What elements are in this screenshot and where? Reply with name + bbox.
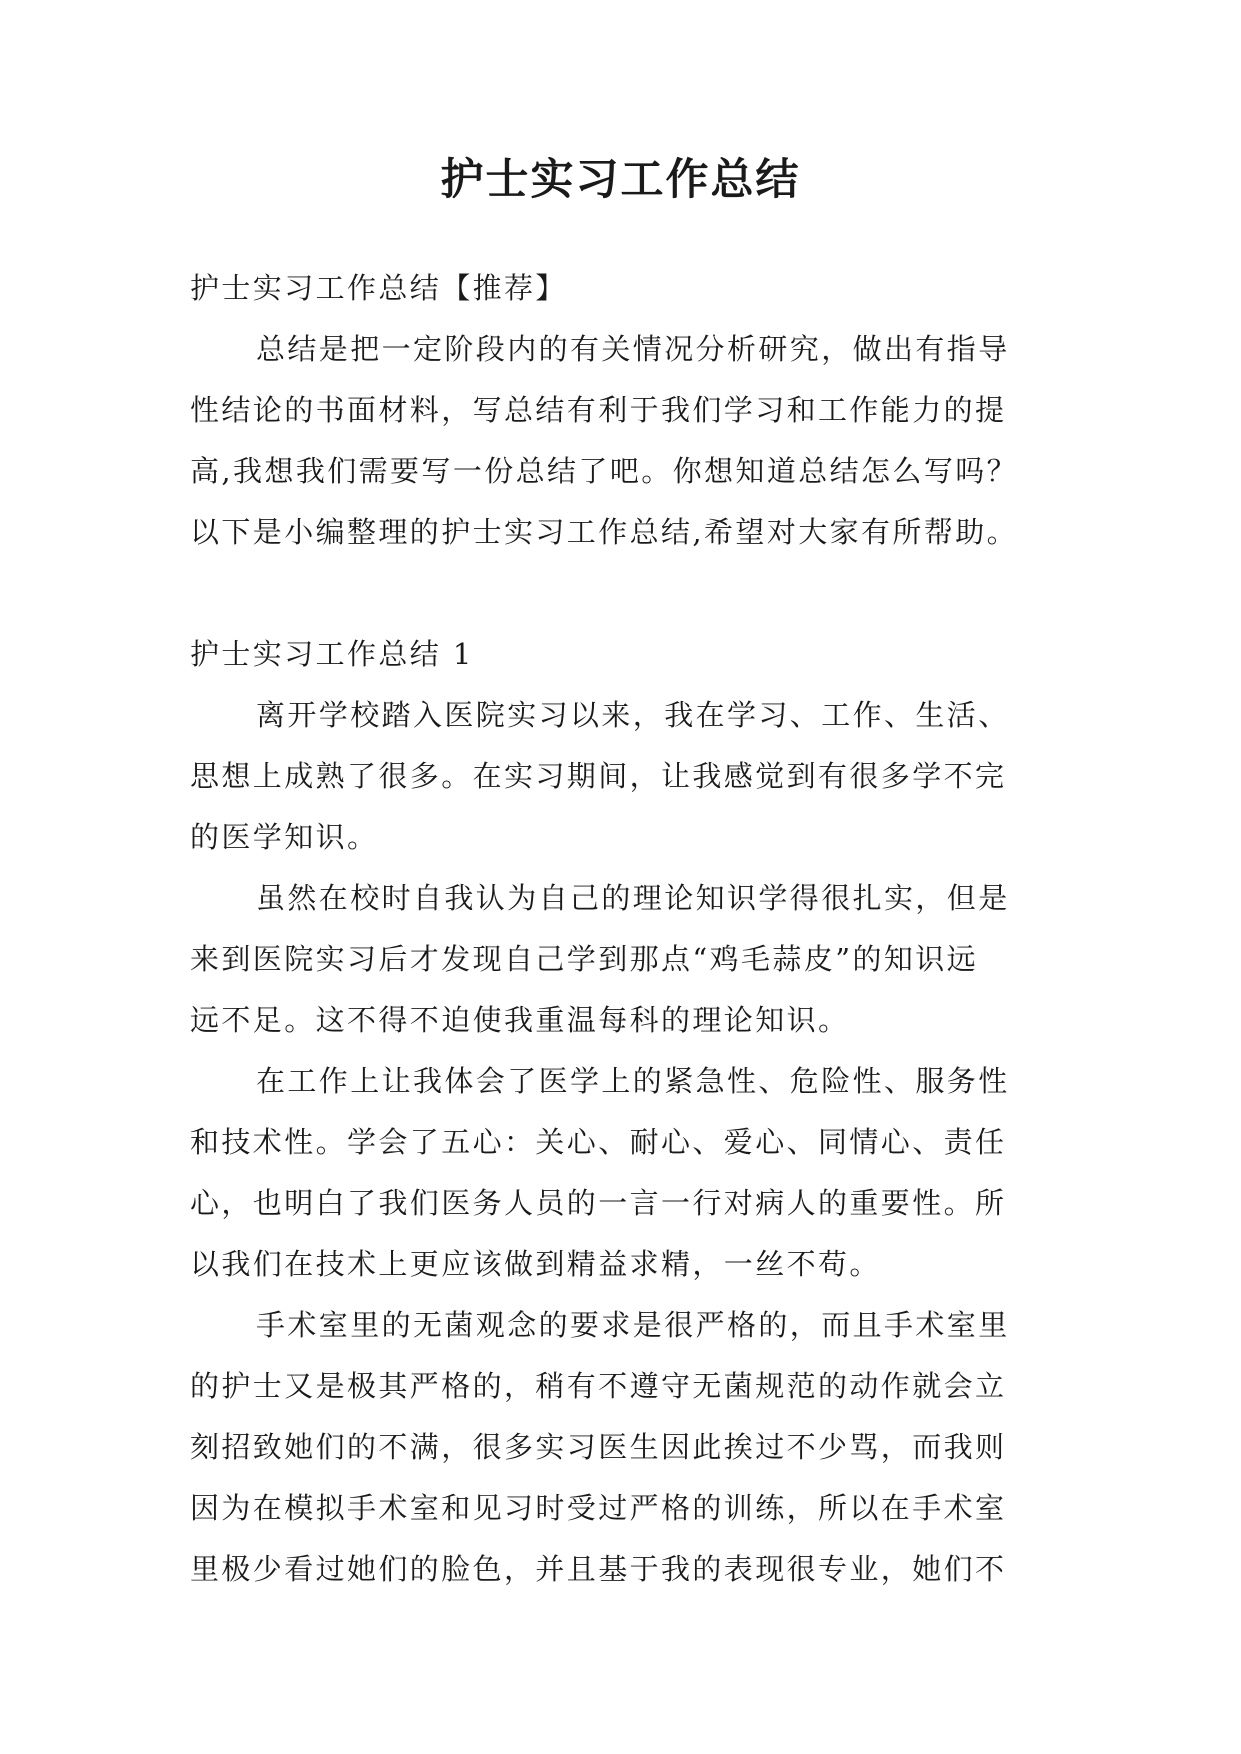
paragraph	[190, 1051, 1070, 1295]
text-line: 以下是小编整理的护士实习工作总结,希望对大家有所帮助。	[190, 515, 1019, 549]
text-line: 里极少看过她们的脸色，并且基于我的表现很专业，她们不	[190, 1552, 1007, 1586]
document-body	[190, 258, 1070, 1600]
text-line: 来到医院实习后才发现自己学到那点“鸡毛蒜皮”的知识远	[190, 942, 979, 976]
intro-paragraph	[190, 319, 1070, 563]
section-heading: 护士实习工作总结 1	[190, 637, 474, 671]
text-line: 在工作上让我体会了医学上的紧急性、危险性、服务性	[256, 1064, 1010, 1098]
text-line: 远不足。这不得不迫使我重温每科的理论知识。	[190, 1003, 850, 1037]
text-line: 虽然在校时自我认为自己的理论知识学得很扎实，但是	[256, 881, 1010, 915]
paragraph	[190, 1295, 1070, 1600]
text-line: 总结是把一定阶段内的有关情况分析研究，做出有指导	[256, 332, 1010, 366]
text-line: 的医学知识。	[190, 820, 379, 854]
text-line: 高,我想我们需要写一份总结了吧。你想知道总结怎么写吗？	[190, 454, 1019, 488]
text-line: 和技术性。学会了五心：关心、耐心、爱心、同情心、责任	[190, 1125, 1007, 1159]
text-line: 因为在模拟手术室和见习时受过严格的训练，所以在手术室	[190, 1491, 1007, 1525]
intro-subtitle: 护士实习工作总结【推荐】	[190, 271, 567, 305]
document-title: 护士实习工作总结	[440, 155, 801, 205]
text-line: 以我们在技术上更应该做到精益求精，一丝不苟。	[190, 1247, 881, 1281]
text-line: 离开学校踏入医院实习以来，我在学习、工作、生活、	[256, 698, 1010, 732]
text-line: 的护士又是极其严格的，稍有不遵守无菌规范的动作就会立	[190, 1369, 1007, 1403]
text-line: 思想上成熟了很多。在实习期间，让我感觉到有很多学不完	[190, 759, 1007, 793]
paragraph	[190, 868, 1070, 1051]
text-line: 手术室里的无菌观念的要求是很严格的，而且手术室里	[256, 1308, 1010, 1342]
paragraph	[190, 685, 1070, 868]
text-line: 刻招致她们的不满，很多实习医生因此挨过不少骂，而我则	[190, 1430, 1007, 1464]
spacer	[190, 563, 1070, 624]
text-line: 心，也明白了我们医务人员的一言一行对病人的重要性。所	[190, 1186, 1007, 1220]
text-line: 性结论的书面材料，写总结有利于我们学习和工作能力的提	[190, 393, 1007, 427]
